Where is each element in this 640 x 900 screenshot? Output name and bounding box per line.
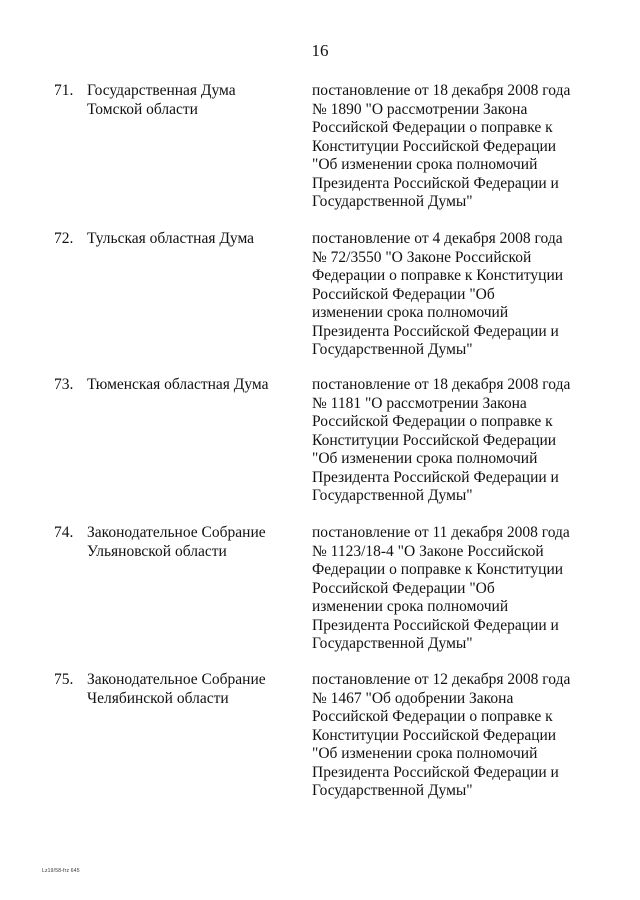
- legislative-body-line: Государственная Дума: [87, 82, 236, 99]
- entry-number: 71.: [54, 82, 74, 99]
- legislative-body: [87, 376, 292, 395]
- resolution-line: Государственной Думы": [312, 193, 473, 210]
- resolution-line: Конституции Российской Федерации: [312, 431, 557, 449]
- legislative-body-line: Законодательное Собрание: [87, 671, 266, 688]
- resolution-line: Российской Федерации "Об: [312, 285, 495, 303]
- resolution-line: постановление от 18 декабря 2008 года: [312, 376, 571, 393]
- entry-number: 75.: [54, 671, 74, 688]
- legislative-body-line: Законодательное Собрание: [87, 524, 266, 541]
- resolution-line: Российской Федерации о поправке к: [312, 708, 553, 725]
- resolution-line: изменении срока полномочий: [312, 598, 509, 615]
- resolution-line: № 1890 "О рассмотрении Закона: [312, 100, 528, 118]
- resolution-line: Президента Российской Федерации и: [312, 468, 559, 486]
- footer-document-code: Lz19/58-frz 645: [42, 868, 80, 874]
- entry-number: 73.: [54, 376, 74, 393]
- legislative-body: [87, 230, 292, 249]
- resolution-line: Федерации о поправке к Конституции: [312, 561, 564, 578]
- resolution-line: постановление от 12 декабря 2008 года: [312, 671, 571, 688]
- resolution-line: Российской Федерации "Об: [312, 579, 495, 597]
- resolution-line: Государственной Думы": [312, 341, 473, 358]
- resolution-text: [312, 82, 592, 212]
- resolution-line: Президента Российской Федерации и: [312, 616, 559, 634]
- resolution-line: Президента Российской Федерации и: [312, 322, 559, 340]
- resolution-line: № 1181 "О рассмотрении Закона: [312, 394, 527, 412]
- resolution-line: Президента Российской Федерации и: [312, 174, 559, 192]
- legislative-body-line: Томской области: [87, 100, 198, 118]
- resolution-text: [312, 524, 592, 654]
- resolution-line: "Об изменении срока полномочий: [312, 745, 538, 762]
- legislative-body-line: Челябинской области: [87, 689, 229, 707]
- legislative-body: [87, 82, 292, 119]
- resolution-text: [312, 376, 592, 506]
- resolution-line: постановление от 11 декабря 2008 года: [312, 524, 570, 541]
- resolution-text: [312, 230, 592, 360]
- page-number: 16: [311, 41, 329, 60]
- resolution-line: № 1123/18-4 "О Законе Российской: [312, 542, 544, 560]
- resolution-line: "Об изменении срока полномочий: [312, 450, 538, 467]
- resolution-line: Государственной Думы": [312, 487, 473, 504]
- resolution-line: Федерации о поправке к Конституции: [312, 267, 564, 284]
- resolution-line: Конституции Российской Федерации: [312, 137, 557, 155]
- resolution-line: Государственной Думы": [312, 782, 473, 799]
- resolution-line: Президента Российской Федерации и: [312, 763, 559, 781]
- resolution-text: [312, 671, 592, 801]
- resolution-line: изменении срока полномочий: [312, 304, 509, 321]
- resolution-line: Государственной Думы": [312, 635, 473, 652]
- resolution-line: № 72/3550 "О Законе Российской: [312, 248, 532, 266]
- legislative-body-line: Тульская областная Дума: [87, 230, 255, 247]
- legislative-body: [87, 671, 292, 708]
- resolution-line: "Об изменении срока полномочий: [312, 156, 538, 173]
- resolution-line: постановление от 18 декабря 2008 года: [312, 82, 571, 99]
- entry-number: 74.: [54, 524, 74, 541]
- resolution-line: постановление от 4 декабря 2008 года: [312, 230, 563, 247]
- resolution-line: Российской Федерации о поправке к: [312, 119, 553, 136]
- resolution-line: Конституции Российской Федерации: [312, 726, 557, 744]
- legislative-body: [87, 524, 292, 561]
- entry-number: 72.: [54, 230, 74, 247]
- legislative-body-line: Ульяновской области: [87, 542, 227, 560]
- resolution-line: № 1467 "Об одобрении Закона: [312, 689, 514, 707]
- legislative-body-line: Тюменская областная Дума: [87, 376, 269, 393]
- resolution-line: Российской Федерации о поправке к: [312, 413, 553, 430]
